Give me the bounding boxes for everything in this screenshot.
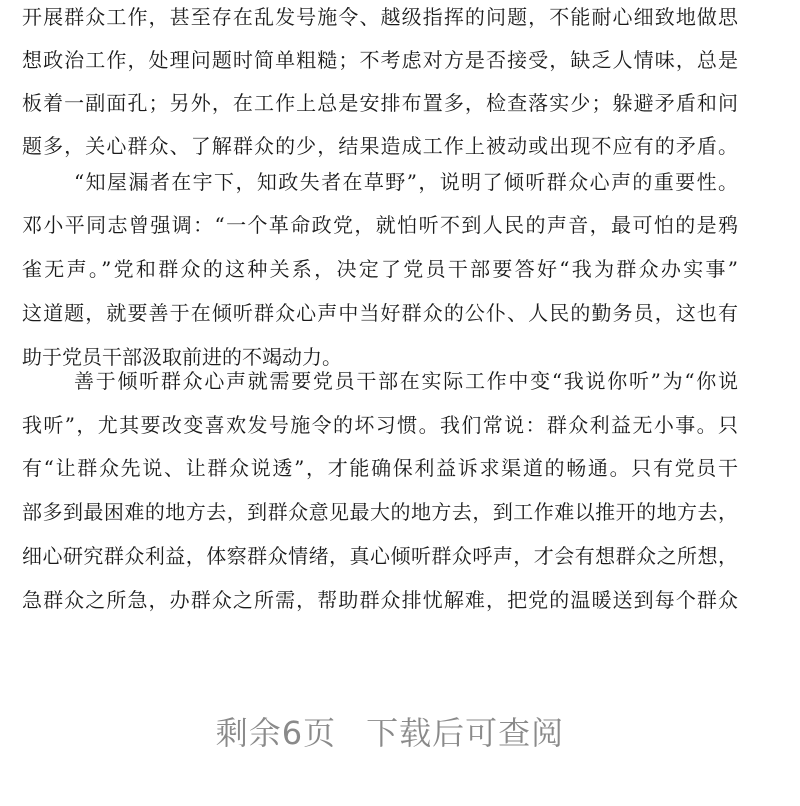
paragraph-2-line: 雀无声。”党和群众的这种关系，决定了党员干部要答好“我为群众办实事” [22, 257, 738, 281]
download-label: 下载后可查阅 [366, 714, 565, 752]
download-prompt[interactable] [0, 708, 780, 754]
paragraph-3-line: 善于倾听群众心声就需要党员干部在实际工作中变“我说你听”为“你说 [74, 369, 738, 393]
paragraph-3-line: 我听”，尤其要改变喜欢发号施令的坏习惯。我们常说：群众利益无小事。只 [22, 413, 738, 437]
paragraph-2-line: 这道题，就要善于在倾听群众心声中当好群众的公仆、人民的勤务员，这也有 [22, 301, 738, 325]
paragraph-1-line: 题多，关心群众、了解群众的少，结果造成工作上被动或出现不应有的矛盾。 [22, 134, 738, 158]
paragraph-2-line: 助于党员干部汲取前进的不竭动力。 [22, 345, 342, 369]
paragraph-3-line: 有“让群众先说、让群众说透”，才能确保利益诉求渠道的畅通。只有党员干 [22, 456, 738, 480]
paragraph-2-line: 邓小平同志曾强调：“一个革命政党，就怕听不到人民的声音，最可怕的是鸦 [22, 213, 738, 237]
paragraph-1-line: 开展群众工作，甚至存在乱发号施令、越级指挥的问题，不能耐心细致地做思 [22, 5, 738, 29]
paragraph-2-line: “知屋漏者在宇下，知政失者在草野”，说明了倾听群众心声的重要性。 [74, 170, 738, 194]
paragraph-3-line: 急群众之所急，办群众之所需，帮助群众排忧解难，把党的温暖送到每个群众 [22, 588, 738, 612]
paragraph-3-line: 部多到最困难的地方去，到群众意见最大的地方去，到工作难以推开的地方去， [22, 500, 738, 524]
paragraph-1-line: 板着一副面孔；另外，在工作上总是安排布置多，检查落实少；躲避矛盾和问 [22, 91, 738, 115]
remaining-pages-label: 剩余6页 [215, 714, 337, 752]
paragraph-3-line: 细心研究群众利益，体察群众情绪，真心倾听群众呼声，才会有想群众之所想， [22, 544, 738, 568]
paragraph-1-line: 想政治工作，处理问题时简单粗糙；不考虑对方是否接受，缺乏人情味，总是 [22, 48, 738, 72]
